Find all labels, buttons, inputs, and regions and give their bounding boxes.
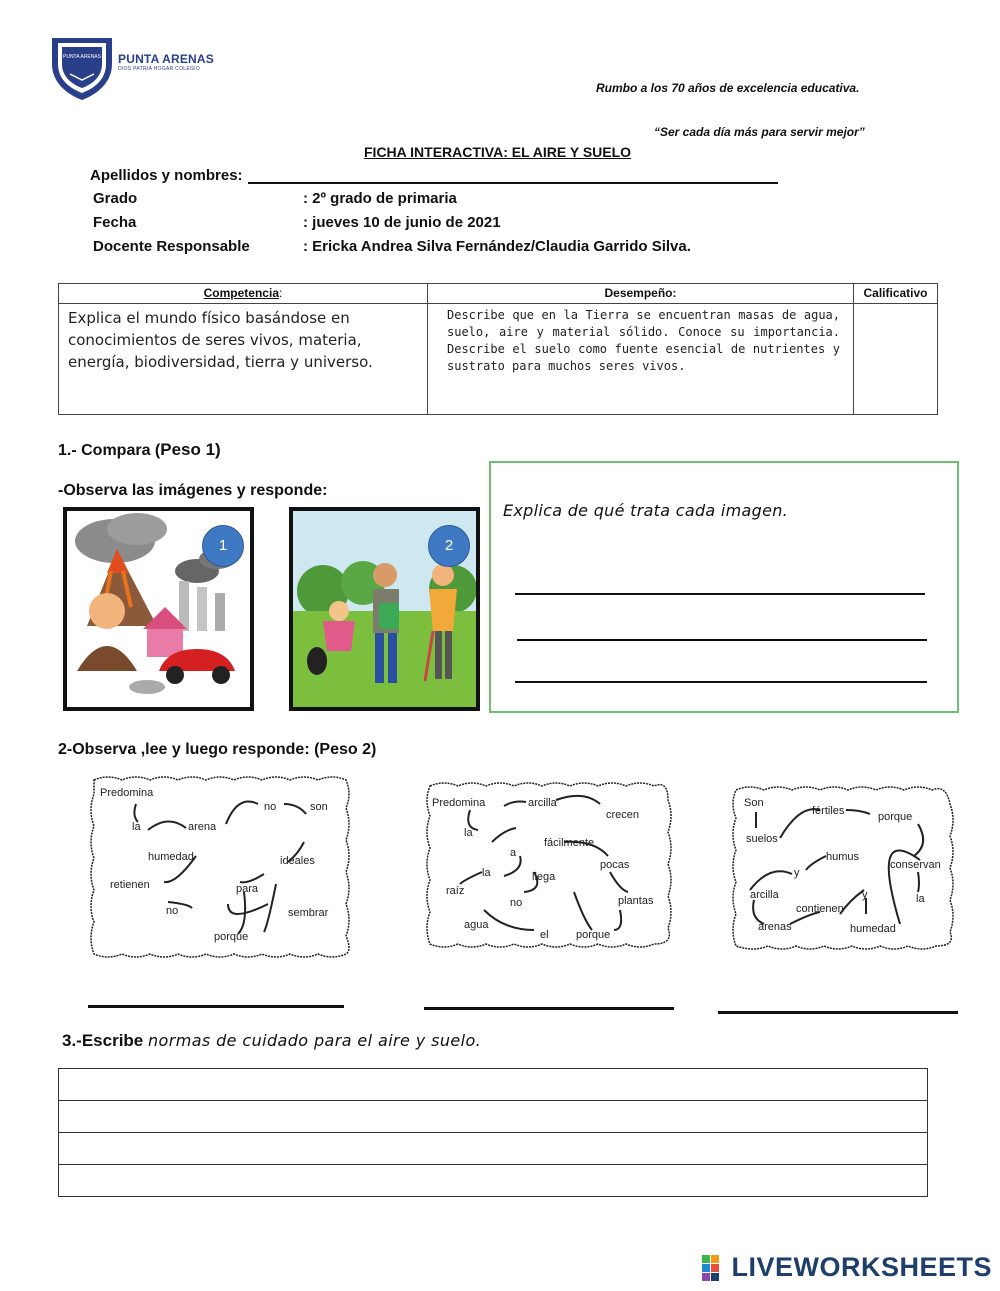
maze2-word-10: raíz xyxy=(446,885,465,897)
maze1-word-10: no xyxy=(166,905,179,917)
maze3-word-3: porque xyxy=(878,811,913,823)
maze2-word-13: agua xyxy=(464,919,489,931)
norms-row-3[interactable] xyxy=(59,1133,928,1165)
competencia-header: Competencia: xyxy=(59,284,428,304)
maze3-word-1: Son xyxy=(744,797,764,809)
maze2-word-8: llega xyxy=(532,871,556,883)
maze3-word-13: humedad xyxy=(850,923,896,935)
norms-row-1[interactable] xyxy=(59,1069,928,1101)
answer-line-1[interactable] xyxy=(515,593,925,595)
image1-number-badge: 1 xyxy=(202,525,244,567)
explain-prompt: Explica de qué trata cada imagen. xyxy=(503,501,789,520)
date-value: : jueves 10 de junio de 2021 xyxy=(303,214,501,231)
answer-line-2[interactable] xyxy=(517,639,927,641)
norms-row-2[interactable] xyxy=(59,1101,928,1133)
maze1-word-5: son xyxy=(310,801,328,813)
grade-label: Grado xyxy=(93,190,138,207)
section1-subheading: -Observa las imágenes y responde: xyxy=(58,482,328,499)
maze3-word-7: conservan xyxy=(890,859,941,871)
desempeno-header: Desempeño: xyxy=(428,284,854,304)
word-maze-1 xyxy=(88,774,352,960)
calificativo-cell xyxy=(854,304,938,415)
maze1-word-1: Predomina xyxy=(100,787,154,799)
maze3-word-2: fértiles xyxy=(812,805,845,817)
maze2-word-14: el xyxy=(540,929,549,941)
recycling-image xyxy=(289,507,480,711)
maze2-word-11: no xyxy=(510,897,523,909)
maze1-word-11: sembrar xyxy=(288,907,329,919)
maze1-word-6: humedad xyxy=(148,851,194,863)
maze3-word-11: y xyxy=(862,889,868,901)
section1-heading: 1.- Compara (Peso 1) xyxy=(58,440,221,459)
maze3-word-4: suelos xyxy=(746,833,778,845)
maze2-word-5: a xyxy=(510,847,517,859)
liveworksheets-watermark xyxy=(702,1252,992,1283)
explain-answer-box xyxy=(489,461,959,713)
tagline-anniversary: Rumbo a los 70 años de excelencia educativa. xyxy=(596,81,860,95)
maze1-word-3: arena xyxy=(188,821,217,833)
name-input-line[interactable] xyxy=(248,182,778,184)
teacher-label: Docente Responsable xyxy=(93,238,250,255)
school-name: PUNTA ARENAS xyxy=(118,52,214,66)
maze1-word-12: porque xyxy=(214,931,249,943)
maze1-word-9: para xyxy=(236,883,259,895)
competencia-text: Explica el mundo físico basándose en conocimientos de seres vivos, materia, energía, biodiversidad, tierra y universo. xyxy=(68,309,373,371)
calificativo-header: Calificativo xyxy=(854,284,938,304)
norms-table xyxy=(58,1068,928,1197)
name-label: Apellidos y nombres: xyxy=(90,167,243,184)
maze3-word-12: arenas xyxy=(758,921,792,933)
maze2-word-9: pocas xyxy=(600,859,630,871)
maze2-word-12: plantas xyxy=(618,895,654,907)
maze2-word-4: la xyxy=(464,827,473,839)
maze1-word-2: la xyxy=(132,821,141,833)
norms-row-4[interactable] xyxy=(59,1165,928,1197)
section3-heading: 3.-Escribe normas de cuidado para el aire y suelo. xyxy=(62,1031,482,1050)
pollution-image xyxy=(63,507,254,711)
maze2-word-15: porque xyxy=(576,929,611,941)
maze2-word-1: Predomina xyxy=(432,797,486,809)
section2-heading: 2-Observa ,lee y luego responde: (Peso 2) xyxy=(58,741,377,758)
maze3-word-5: humus xyxy=(826,851,860,863)
maze2-word-2: arcilla xyxy=(528,797,557,809)
school-motto: DIOS PATRIA HOGAR COLEGIO xyxy=(118,66,201,72)
shield-text: PUNTA ARENAS xyxy=(63,54,101,60)
word-maze-3 xyxy=(730,784,956,952)
teacher-value: : Ericka Andrea Silva Fernández/Claudia Garrido Silva. xyxy=(303,238,691,255)
maze1-word-8: retienen xyxy=(110,879,150,891)
maze3-word-10: contienen xyxy=(796,903,844,915)
watermark-text: LIVEWORKSHEETS xyxy=(731,1252,992,1282)
maze2-answer-line[interactable] xyxy=(424,1007,674,1010)
word-maze-2 xyxy=(424,780,674,950)
maze2-word-3: crecen xyxy=(606,809,640,821)
date-label: Fecha xyxy=(93,214,137,231)
maze3-answer-line[interactable] xyxy=(718,1011,958,1014)
grade-value: : 2º grado de primaria xyxy=(303,190,457,207)
school-logo-text xyxy=(118,52,214,72)
competency-table xyxy=(58,283,938,415)
worksheet-title: FICHA INTERACTIVA: EL AIRE Y SUELO xyxy=(364,144,632,160)
maze3-word-8: la xyxy=(916,893,925,905)
maze2-word-7: la xyxy=(482,867,491,879)
image2-number-badge: 2 xyxy=(428,525,470,567)
desempeno-text: Describe que en la Tierra se encuentran masas de agua, suelo, aire y material sólido. Conoce su importancia. Describe el suelo como fuente esencial de nutrientes y sustrato para muchos seres vivos. xyxy=(447,308,840,373)
maze1-word-4: no xyxy=(264,801,277,813)
maze2-word-6: fácilmente xyxy=(544,837,595,849)
answer-line-3[interactable] xyxy=(515,681,927,683)
maze3-word-9: arcilla xyxy=(750,889,779,901)
tagline-motto: “Ser cada día más para servir mejor” xyxy=(654,125,865,139)
maze1-word-7: ideales xyxy=(280,855,315,867)
maze3-word-6: y xyxy=(794,867,800,879)
liveworksheets-logo-icon xyxy=(702,1255,728,1281)
school-shield-logo xyxy=(48,34,116,102)
maze1-answer-line[interactable] xyxy=(88,1005,344,1008)
